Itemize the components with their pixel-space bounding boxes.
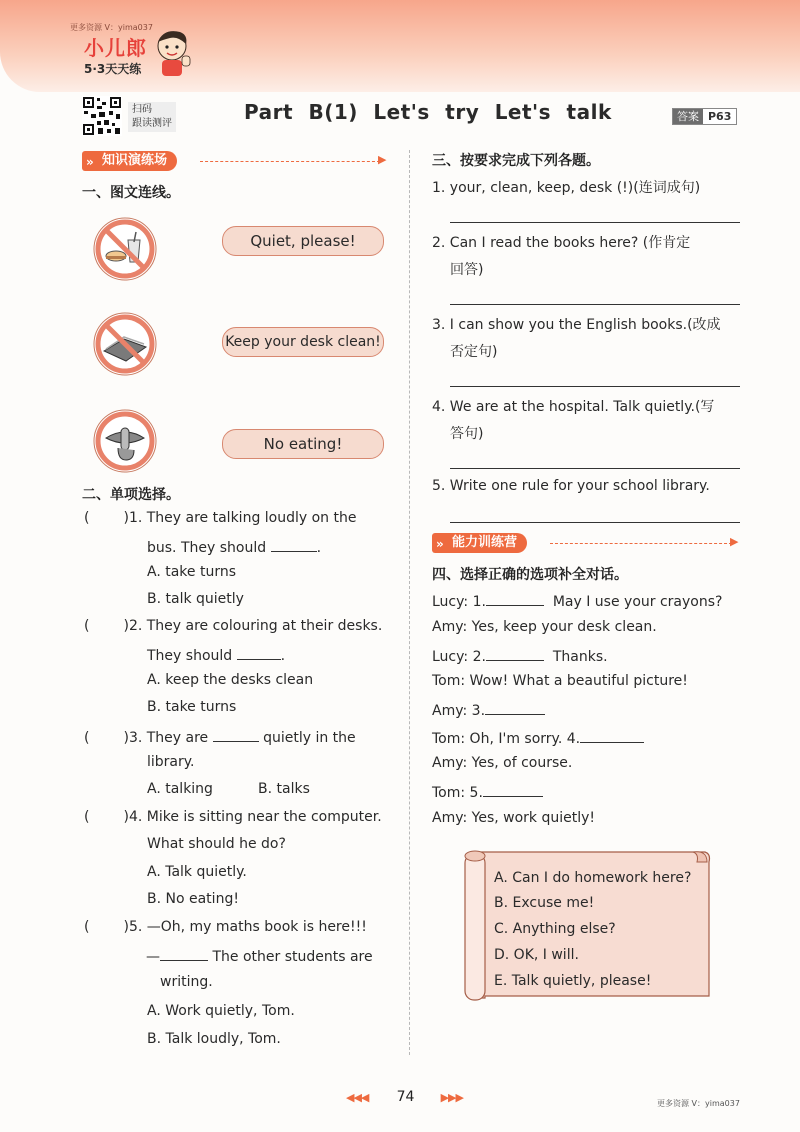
q3-2-text-cont: 回答) — [450, 262, 484, 278]
next-arrows-icon: ▶▶▶ — [440, 1091, 463, 1104]
dash-line — [550, 543, 732, 544]
q3-5-text: 5. Write one rule for your school library. — [432, 478, 710, 494]
q2-5-line3: writing. — [160, 974, 213, 990]
dialogue-line-5: Amy: 3. — [432, 700, 545, 719]
q2-3-option-a: A. talking — [147, 781, 213, 797]
top-resource-text: 更多资源 V：yima037 — [70, 23, 153, 32]
option-b: B. Excuse me! — [494, 895, 595, 911]
q3-2-answer-line[interactable] — [450, 304, 740, 305]
brand-name: 小儿郎 — [84, 36, 147, 60]
dialogue-line-4: Tom: Wow! What a beautiful picture! — [432, 673, 688, 689]
qr-code-icon[interactable] — [82, 96, 122, 136]
answer-label: 答案 — [673, 109, 703, 124]
q2-1-option-a: A. take turns — [147, 564, 237, 580]
q3-4-text: 4. We are at the hospital. Talk quietly.(写 — [432, 399, 715, 415]
section-banner-practice — [82, 151, 390, 173]
column-divider — [409, 150, 410, 1055]
q2-2-option-b: B. take turns — [147, 699, 237, 715]
q2-5-option-b: B. Talk loudly, Tom. — [147, 1031, 281, 1047]
dialogue-line-2: Amy: Yes, keep your desk clean. — [432, 619, 657, 635]
q2-1-blank[interactable] — [271, 537, 317, 552]
q2-2-option-a: A. keep the desks clean — [147, 672, 314, 688]
q3-5-answer-line[interactable] — [450, 522, 740, 523]
q3-1-answer-line[interactable] — [450, 222, 740, 223]
qr-label-line-2: 跟读测评 — [132, 118, 172, 129]
dialogue-blank-1[interactable] — [486, 591, 544, 606]
q2-2-line2: They should . — [147, 645, 285, 664]
section-banner-training — [432, 533, 742, 555]
section-banner-label: » 知识演练场 — [82, 151, 177, 171]
q2-5-paren[interactable]: ( )5. —Oh, my maths book is here!!! — [84, 919, 367, 935]
dialogue-line-7: Amy: Yes, of course. — [432, 755, 573, 771]
brand-subtitle: 5·3天天练 — [84, 62, 142, 76]
page-number: 74 — [396, 1089, 415, 1105]
q3-4-answer-line[interactable] — [450, 468, 740, 469]
dialogue-line-8: Tom: 5. — [432, 782, 543, 801]
q3-3-text: 3. I can show you the English books.(改成 — [432, 317, 721, 333]
q2-4-line2: What should he do? — [147, 836, 286, 852]
q2-3-line2: library. — [147, 754, 195, 770]
dialogue-line-6: Tom: Oh, I'm sorry. 4. — [432, 728, 644, 747]
dialogue-blank-3[interactable] — [485, 700, 545, 715]
dialogue-blank-2[interactable] — [486, 646, 544, 661]
q2-5-option-a: A. Work quietly, Tom. — [147, 1003, 295, 1019]
section-banner-label: » 能力训练营 — [432, 533, 527, 553]
q2-1-paren[interactable]: ( )1. They are talking loudly on the — [84, 510, 357, 526]
q2-2-blank[interactable] — [237, 645, 281, 660]
option-c: C. Anything else? — [494, 921, 616, 937]
q3-4-text-cont: 答句) — [450, 426, 484, 442]
q2-4-option-b: B. No eating! — [147, 891, 239, 907]
dialogue-line-3: Lucy: 2. Thanks. — [432, 646, 608, 665]
dialogue-blank-5[interactable] — [483, 782, 543, 797]
arrow-right-icon: ▶ — [378, 153, 387, 166]
quiet-finger-lips-icon — [92, 408, 158, 474]
q2-2-paren[interactable]: ( )2. They are colouring at their desks. — [84, 618, 383, 634]
q3-heading: 三、按要求完成下列各题。 — [432, 153, 600, 169]
q2-1-line2: bus. They should . — [147, 537, 321, 556]
answer-reference — [672, 108, 737, 125]
q2-5-line2: — The other students are — [146, 946, 373, 965]
label-keep-desk-clean[interactable]: Keep your desk clean! — [222, 327, 384, 357]
q3-3-answer-line[interactable] — [450, 386, 740, 387]
q3-3-text-cont: 否定句) — [450, 344, 498, 360]
dialogue-blank-4[interactable] — [580, 728, 644, 743]
q3-1-text: 1. your, clean, keep, desk (!)(连词成句) — [432, 180, 701, 196]
no-scribbling-book-icon — [92, 311, 158, 377]
q4-heading: 四、选择正确的选项补全对话。 — [432, 567, 628, 583]
label-no-eating[interactable]: No eating! — [222, 429, 384, 459]
qr-label-line-1: 扫码 — [132, 104, 152, 115]
answer-page: P63 — [703, 109, 736, 124]
q2-heading: 二、单项选择。 — [82, 487, 180, 503]
q2-1-option-b: B. talk quietly — [147, 591, 244, 607]
dialogue-line-1: Lucy: 1. May I use your crayons? — [432, 591, 722, 610]
arrow-right-icon: ▶ — [730, 535, 739, 548]
option-e: E. Talk quietly, please! — [494, 973, 652, 989]
footer-resource-text: 更多资源 V：yima037 — [657, 1099, 740, 1108]
option-d: D. OK, I will. — [494, 947, 579, 963]
prev-arrows-icon: ◀◀◀ — [346, 1091, 369, 1104]
q2-3-paren[interactable]: ( )3. They are quietly in the — [84, 727, 356, 746]
chevron-right-icon: » — [436, 537, 444, 551]
q2-4-option-a: A. Talk quietly. — [147, 864, 247, 880]
no-food-and-drink-icon — [92, 216, 158, 282]
chevron-right-icon: » — [86, 155, 94, 169]
option-a: A. Can I do homework here? — [494, 870, 692, 886]
q2-5-blank[interactable] — [160, 946, 208, 961]
page-nav — [346, 1086, 463, 1105]
q1-heading: 一、图文连线。 — [82, 185, 180, 201]
label-quiet-please[interactable]: Quiet, please! — [222, 226, 384, 256]
mascot-icon — [150, 26, 196, 80]
dash-line — [200, 161, 380, 162]
qr-label — [128, 102, 176, 132]
q3-2-text: 2. Can I read the books here? (作肯定 — [432, 235, 691, 251]
page-title: Part B(1) Let's try Let's talk — [244, 100, 612, 124]
dialogue-line-9: Amy: Yes, work quietly! — [432, 810, 596, 826]
q2-3-blank[interactable] — [213, 727, 259, 742]
q2-3-option-b: B. talks — [258, 781, 310, 797]
q2-4-paren[interactable]: ( )4. Mike is sitting near the computer. — [84, 809, 382, 825]
